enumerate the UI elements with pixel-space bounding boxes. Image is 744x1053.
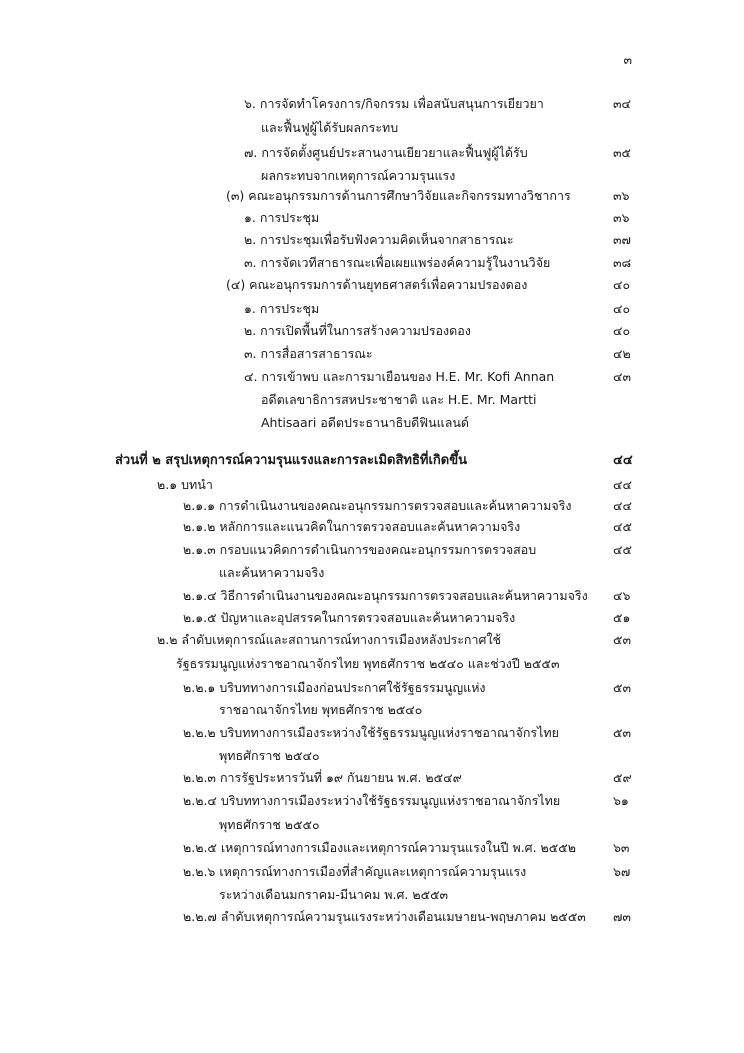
toc-entry-title: ๒.๒.๒ บริบททางการเมืองระหว่างใช้รัฐธรรมนูญแห่งราชอาณาจักรไทย	[183, 725, 559, 740]
toc-entry-title: (๓) คณะอนุกรรมการด้านการศึกษาวิจัยและกิจกรรมทางวิชาการ	[226, 188, 571, 203]
toc-entry	[0, 676, 744, 700]
toc-entry-page: ๔๒	[613, 346, 631, 361]
toc-entry	[0, 883, 744, 907]
toc-entry-page: ๔๔	[613, 453, 633, 468]
toc-entry	[0, 251, 744, 275]
toc-entry	[0, 698, 744, 722]
toc-entry-page: ๓๖	[613, 188, 630, 203]
toc-entry-title: ๗. การจัดตั้งศูนย์ประสานงานเยียวยาและฟื้นฟูผู้ได้รับ	[244, 145, 528, 160]
toc-entry-page: ๖๑	[613, 793, 629, 808]
toc-entry-page: ๔๕	[613, 519, 632, 534]
toc-entry-title: ๒.๑.๒ หลักการและแนวคิดในการตรวจสอบและค้นหาความจริง	[183, 519, 521, 534]
toc-entry-page: ๕๓	[613, 680, 632, 695]
toc-entry	[0, 584, 744, 608]
toc-entry	[0, 388, 744, 412]
toc-entry-title: ๑. การประชุม	[244, 210, 320, 225]
toc-entry-page: ๓๔	[613, 96, 632, 111]
toc-entry-title: ๒.๒.๗ ลำดับเหตุการณ์ความรุนแรงระหว่างเดือนเมษายน-พฤษภาคม ๒๕๕๓	[183, 909, 586, 924]
toc-entry	[0, 789, 744, 813]
toc-entry-page: ๔๓	[613, 369, 632, 384]
toc-section-heading	[0, 449, 744, 473]
toc-entry-title: (๔) คณะอนุกรรมการด้านยุทธศาสตร์เพื่อความปรองดอง	[226, 277, 528, 292]
toc-entry-page: ๔๐	[613, 301, 631, 316]
toc-entry-title: ๒.๒.๔ บริบททางการเมืองระหว่างใช้รัฐธรรมนูญแห่งราชอาณาจักรไทย	[183, 793, 561, 808]
toc-entry-title: ๓. การจัดเวทีสาธารณะเพื่อเผยแพร่องค์ความรู้ในงานวิจัย	[244, 255, 551, 270]
toc-entry-page: ๔๔	[613, 477, 632, 492]
toc-entry	[0, 606, 744, 630]
toc-entry-page: ๔๐	[613, 323, 631, 338]
toc-entry-title: ระหว่างเดือนมกราคม-มีนาคม พ.ศ. ๒๕๕๓	[219, 887, 449, 902]
toc-entry-page: ๔๖	[613, 588, 631, 603]
toc-entry	[0, 184, 744, 208]
toc-entry-title: ๔. การเข้าพบ และการมาเยือนของ H.E. Mr. Kofi Annan	[244, 369, 555, 384]
toc-entry-title: พุทธศักราช ๒๕๔๐	[219, 748, 320, 763]
toc-entry	[0, 766, 744, 790]
toc-entry	[0, 652, 744, 676]
toc-entry	[0, 628, 744, 652]
toc-entry-page: ๗๓	[613, 909, 631, 924]
toc-entry	[0, 836, 744, 860]
toc-entry-page: ๕๑	[613, 610, 631, 625]
toc-entry-title: รัฐธรรมนูญแห่งราชอาณาจักรไทย พุทธศักราช ๒๕๔๐ และช่วงปี ๒๕๕๓	[176, 656, 560, 671]
toc-entry-title: พุทธศักราช ๒๕๕๐	[219, 817, 320, 832]
page-number: ๓	[623, 52, 632, 67]
toc-entry	[0, 515, 744, 539]
toc-entry	[0, 273, 744, 297]
toc-entry	[0, 206, 744, 230]
toc-entry	[0, 721, 744, 745]
toc-entry	[0, 319, 744, 343]
toc-entry-title: Ahtisaari อดีตประธานาธิบดีฟินแลนด์	[261, 415, 470, 430]
toc-entry	[0, 116, 744, 140]
toc-entry-title: ๒.๒.๓ การรัฐประหารวันที่ ๑๙ กันยายน พ.ศ. ๒๕๔๙	[183, 770, 462, 785]
toc-entry-title: ๒.๑.๓ กรอบแนวคิดการดำเนินการของคณะอนุกรรมการตรวจสอบ	[183, 542, 537, 557]
toc-entry	[0, 538, 744, 562]
toc-entry-title: ๖. การจัดทำโครงการ/กิจกรรม เพื่อสนับสนุนการเยียวยา	[244, 96, 544, 111]
toc-entry-title: ๒.๒.๖ เหตุการณ์ทางการเมืองที่สำคัญและเหตุการณ์ความรุนแรง	[183, 864, 527, 879]
toc-entry-page: ๔๐	[613, 277, 631, 292]
toc-entry-page: ๕๙	[613, 770, 632, 785]
toc-entry-title: ผลกระทบจากเหตุการณ์ความรุนแรง	[261, 168, 456, 183]
toc-entry-title: ราชอาณาจักรไทย พุทธศักราช ๒๕๔๐	[219, 702, 423, 717]
toc-entry-title: ๒.๑.๑ การดำเนินงานของคณะอนุกรรมการตรวจสอบและค้นหาความจริง	[183, 498, 572, 513]
toc-entry	[0, 342, 744, 366]
toc-entry-page: ๓๘	[613, 255, 632, 270]
toc-entry-title: ๒.๒ ลำดับเหตุการณ์และสถานการณ์ทางการเมืองหลังประกาศใช้	[157, 632, 502, 647]
toc-entry	[0, 905, 744, 929]
toc-entry-page: ๓๕	[613, 145, 632, 160]
toc-entry	[0, 561, 744, 585]
toc-entry	[0, 228, 744, 252]
toc-entry	[0, 411, 744, 435]
toc-entry-page: ๓๗	[613, 232, 631, 247]
toc-entry-page: ๖๓	[613, 840, 630, 855]
toc-entry-page: ๔๕	[613, 542, 632, 557]
toc-entry-title: ๒.๑.๕ ปัญหาและอุปสรรคในการตรวจสอบและค้นหาความจริง	[183, 610, 516, 625]
toc-entry	[0, 92, 744, 116]
toc-entry	[0, 297, 744, 321]
toc-entry-title: ๒.๒.๕ เหตุการณ์ทางการเมืองและเหตุการณ์ความรุนแรงในปี พ.ศ. ๒๕๕๒	[183, 840, 576, 855]
toc-entry-title: อดีตเลขาธิการสหประชาชาติ และ H.E. Mr. Martti	[261, 392, 537, 407]
toc-entry	[0, 744, 744, 768]
toc-entry-page: ๕๓	[613, 632, 632, 647]
toc-entry-page: ๖๗	[613, 864, 631, 879]
toc-entry	[0, 365, 744, 389]
toc-entry-page: ๕๓	[613, 725, 632, 740]
toc-entry-title: ๒. การเปิดพื้นที่ในการสร้างความปรองดอง	[244, 323, 471, 338]
toc-entry-title: ๓. การสื่อสารสาธารณะ	[244, 346, 373, 361]
toc-entry-title: ๒.๑.๔ วิธีการดำเนินงานของคณะอนุกรรมการตรวจสอบและค้นหาความจริง	[183, 588, 588, 603]
toc-entry	[0, 141, 744, 165]
toc-entry	[0, 813, 744, 837]
toc-entry-page: ๔๔	[613, 498, 632, 513]
toc-entry-title: ๑. การประชุม	[244, 301, 320, 316]
toc-entry-title: ส่วนที่ ๒ สรุปเหตุการณ์ความรุนแรงและการละเมิดสิทธิที่เกิดขึ้น	[115, 453, 468, 468]
toc-entry-title: ๒.๑ บทนำ	[157, 477, 213, 492]
toc-entry-title: และฟื้นฟูผู้ได้รับผลกระทบ	[261, 120, 399, 135]
toc-entry-title: ๒. การประชุมเพื่อรับฟังความคิดเห็นจากสาธารณะ	[244, 232, 514, 247]
toc-entry-page: ๓๖	[613, 210, 630, 225]
toc-entry-title: ๒.๒.๑ บริบททางการเมืองก่อนประกาศใช้รัฐธรรมนูญแห่ง	[183, 680, 486, 695]
toc-entry-title: และค้นหาความจริง	[219, 565, 325, 580]
toc-entry	[0, 860, 744, 884]
